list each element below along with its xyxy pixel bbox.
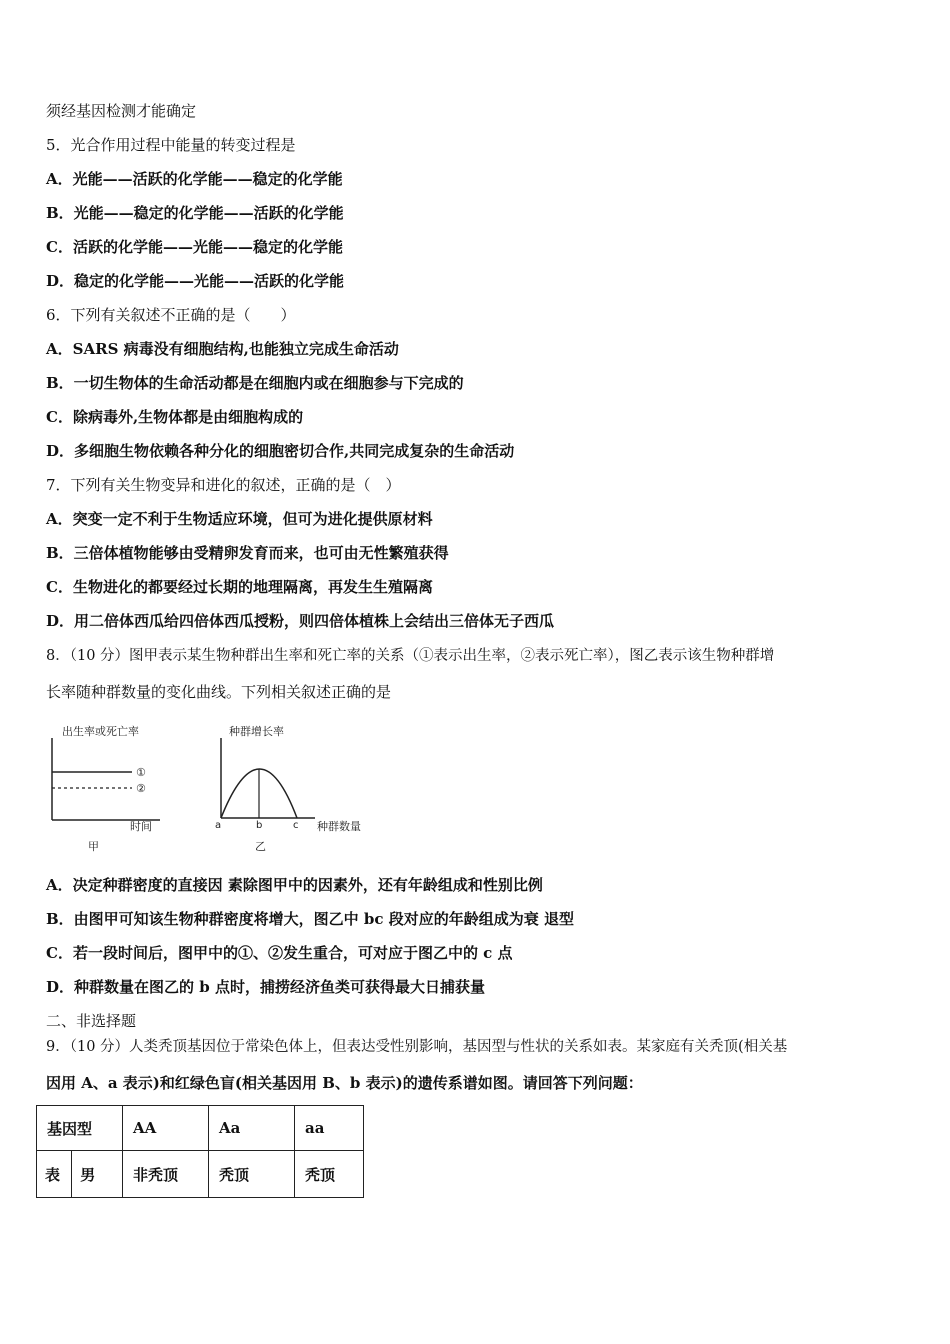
yi-caption: 乙	[255, 840, 266, 853]
table-header-aa: aa	[295, 1106, 364, 1151]
yi-point-c: c	[293, 820, 299, 831]
jia-label-1: ①	[136, 766, 146, 779]
option-8b: B．由图甲可知该生物种群密度将增大，图乙中 bc 段对应的年龄组成为衰 退型	[46, 910, 574, 928]
option-5c: C．活跃的化学能——光能——稳定的化学能	[46, 238, 343, 256]
yi-ylabel: 种群增长率	[229, 725, 284, 738]
table-cell: 非秃顶	[123, 1151, 209, 1198]
jia-xlabel: 时间	[130, 820, 152, 833]
table-cell: 秃顶	[295, 1151, 364, 1198]
question-8: 8．（10 分）图甲表示某生物种群出生率和死亡率的关系（①表示出生率，②表示死亡率），图乙表示该生物种群增	[46, 648, 775, 664]
option-6d: D．多细胞生物依赖各种分化的细胞密切合作,共同完成复杂的生命活动	[46, 442, 515, 460]
option-7d: D．用二倍体西瓜给四倍体西瓜授粉，则四倍体植株上会结出三倍体无子西瓜	[46, 612, 555, 630]
option-6a: A．SARS 病毒没有细胞结构,也能独立完成生命活动	[46, 340, 399, 358]
table-cell: 秃顶	[209, 1151, 295, 1198]
figure-yi	[205, 720, 380, 860]
question-7: 7．下列有关生物变异和进化的叙述，正确的是（ ）	[46, 476, 401, 494]
yi-point-a: a	[215, 820, 222, 831]
question-9: 9．（10 分）人类秃顶基因位于常染色体上，但表达受性别影响，基因型与性状的关系如表。某家庭有关秃顶(相关基	[46, 1039, 788, 1055]
section-heading: 二、非选择题	[46, 1012, 137, 1030]
table-header-AA: AA	[123, 1106, 209, 1151]
text-line: 须经基因检测才能确定	[46, 102, 197, 120]
option-8c: C．若一段时间后，图甲中的①、②发生重合，可对应于图乙中的 c 点	[46, 944, 513, 962]
option-5d: D．稳定的化学能——光能——活跃的化学能	[46, 272, 345, 290]
question-8-cont: 长率随种群数量的变化曲线。下列相关叙述正确的是	[46, 683, 392, 701]
yi-xlabel: 种群数量	[317, 820, 361, 833]
table-cell-male: 男	[72, 1151, 123, 1198]
jia-caption: 甲	[88, 840, 99, 853]
jia-ylabel: 出生率或死亡率	[62, 725, 139, 738]
option-6c: C．除病毒外,生物体都是由细胞构成的	[46, 408, 304, 426]
figure-jia	[40, 720, 180, 860]
question-9-cont: 因用 A、a 表示)和红绿色盲(相关基因用 B、b 表示)的遗传系谱如图。请回答下列问题：	[46, 1074, 643, 1092]
option-5b: B．光能——稳定的化学能——活跃的化学能	[46, 204, 344, 222]
table-cell-phenotype: 表	[37, 1151, 72, 1198]
yi-point-b: b	[256, 820, 263, 831]
option-7c: C．生物进化的都要经过长期的地理隔离，再发生生殖隔离	[46, 578, 433, 596]
option-6b: B．一切生物体的生命活动都是在细胞内或在细胞参与下完成的	[46, 374, 464, 392]
option-7a: A．突变一定不利于生物适应环境，但可为进化提供原材料	[46, 510, 433, 528]
question-5: 5．光合作用过程中能量的转变过程是	[46, 136, 296, 154]
option-8a: A．决定种群密度的直接因 素除图甲中的因素外，还有年龄组成和性别比例	[46, 876, 543, 894]
option-7b: B．三倍体植物能够由受精卵发育而来，也可由无性繁殖获得	[46, 544, 449, 562]
table-header-genotype: 基因型	[37, 1106, 123, 1151]
question-6: 6．下列有关叙述不正确的是（ ）	[46, 306, 296, 324]
genotype-table	[36, 1105, 364, 1198]
table-row	[37, 1106, 364, 1151]
option-5a: A．光能——活跃的化学能——稳定的化学能	[46, 170, 343, 188]
table-row	[37, 1151, 364, 1198]
jia-label-2: ②	[136, 782, 146, 795]
option-8d: D．种群数量在图乙的 b 点时，捕捞经济鱼类可获得最大日捕获量	[46, 978, 485, 996]
table-header-Aa: Aa	[209, 1106, 295, 1151]
